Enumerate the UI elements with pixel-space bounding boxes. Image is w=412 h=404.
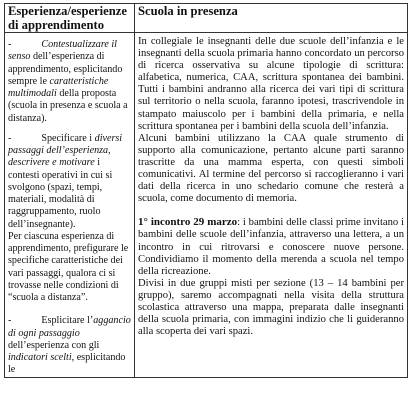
- header-left: Esperienza/esperienze di apprendimento: [5, 4, 135, 33]
- guidance-note: Per ciascuna esperienza di apprendimento, prefigurare le specifiche caratteristiche dei vari passaggi, qualora ci si trovasse nelle condizioni di “scuola a distanza”.: [8, 230, 129, 303]
- item-marker: -: [8, 39, 12, 50]
- meeting-date: 1° incontro 29 marzo: [138, 216, 238, 229]
- content-row: [5, 33, 408, 378]
- paragraph-2: Alcuni bambini utilizzano la CAA quale strumento di supporto alla comunicazione, pertanto alcune parti saranno trascritte da una mamma esperta, con questi simboli comunicativi. Al termine del percorso si raccoglieranno i vari dati della ricerca in uno schedario comune che resterà a scuola, come documento di memoria.: [138, 132, 404, 205]
- header-right: Scuola in presenza: [135, 4, 408, 33]
- item-marker: -: [8, 132, 12, 144]
- guidance-item-3: - Esplicitare l’aggancio di ogni passaggio dell’esperienza con gli indicatori scelti, esplicitando le: [8, 315, 131, 376]
- paragraph-3: 1° incontro 29 marzo: i bambini delle classi prime invitano i bambini delle scuole dell’infanzia, attraverso una lettera, a un incontro in cui ritrovarsi e conoscere nuove persone. Condividiamo il momento della merenda a scuola nel tempo della ricreazione.: [138, 216, 404, 277]
- paragraph-1: In collegiale le insegnanti delle due scuole dell’infanzia e le insegnanti della scuola primaria hanno concordato un percorso di ricerca osservativa su alcune tipologie di scrittura: alfabetica, numerica, CAA, scrittura spontanea dei bambini. Tutti i bambini andranno alla ricerca dei vari tipi di scrittura sul territorio o nella scuola, faranno ipotesi, trascrivendole in stampato maiuscolo per i bambini della primaria, e nella scrittura spontanea per i bambini della scuola dell’infanzia.: [138, 36, 404, 132]
- guidance-item-1: - Contestualizzare il senso dell’esperienza di apprendimento, esplicitando sempre le caratteristiche multimodali della proposta (scuola in presenza e scuola a distanza).: [8, 39, 128, 124]
- left-guidance-cell: [5, 33, 135, 378]
- header-row: [5, 4, 408, 33]
- activity-table: [4, 3, 408, 378]
- right-content-cell: [135, 33, 408, 378]
- guidance-item-2: - Specificare i diversi passaggi dell’esperienza, descrivere e motivare i contesti operativi in cui si svolgono (spazi, tempi, materiali, modalità di raggruppamento, ruolo dell’insegnante).: [8, 132, 123, 230]
- paragraph-4: Divisi in due gruppi misti per sezione (13 – 14 bambini per gruppo), saremo accompagnati nella visita della struttura scolastica attraverso una mappa, preparata dalle insegnanti della scuola primaria, con immagini indizio che li guideranno alla scoperta dei vari spazi.: [138, 277, 404, 338]
- item-marker: -: [8, 315, 12, 327]
